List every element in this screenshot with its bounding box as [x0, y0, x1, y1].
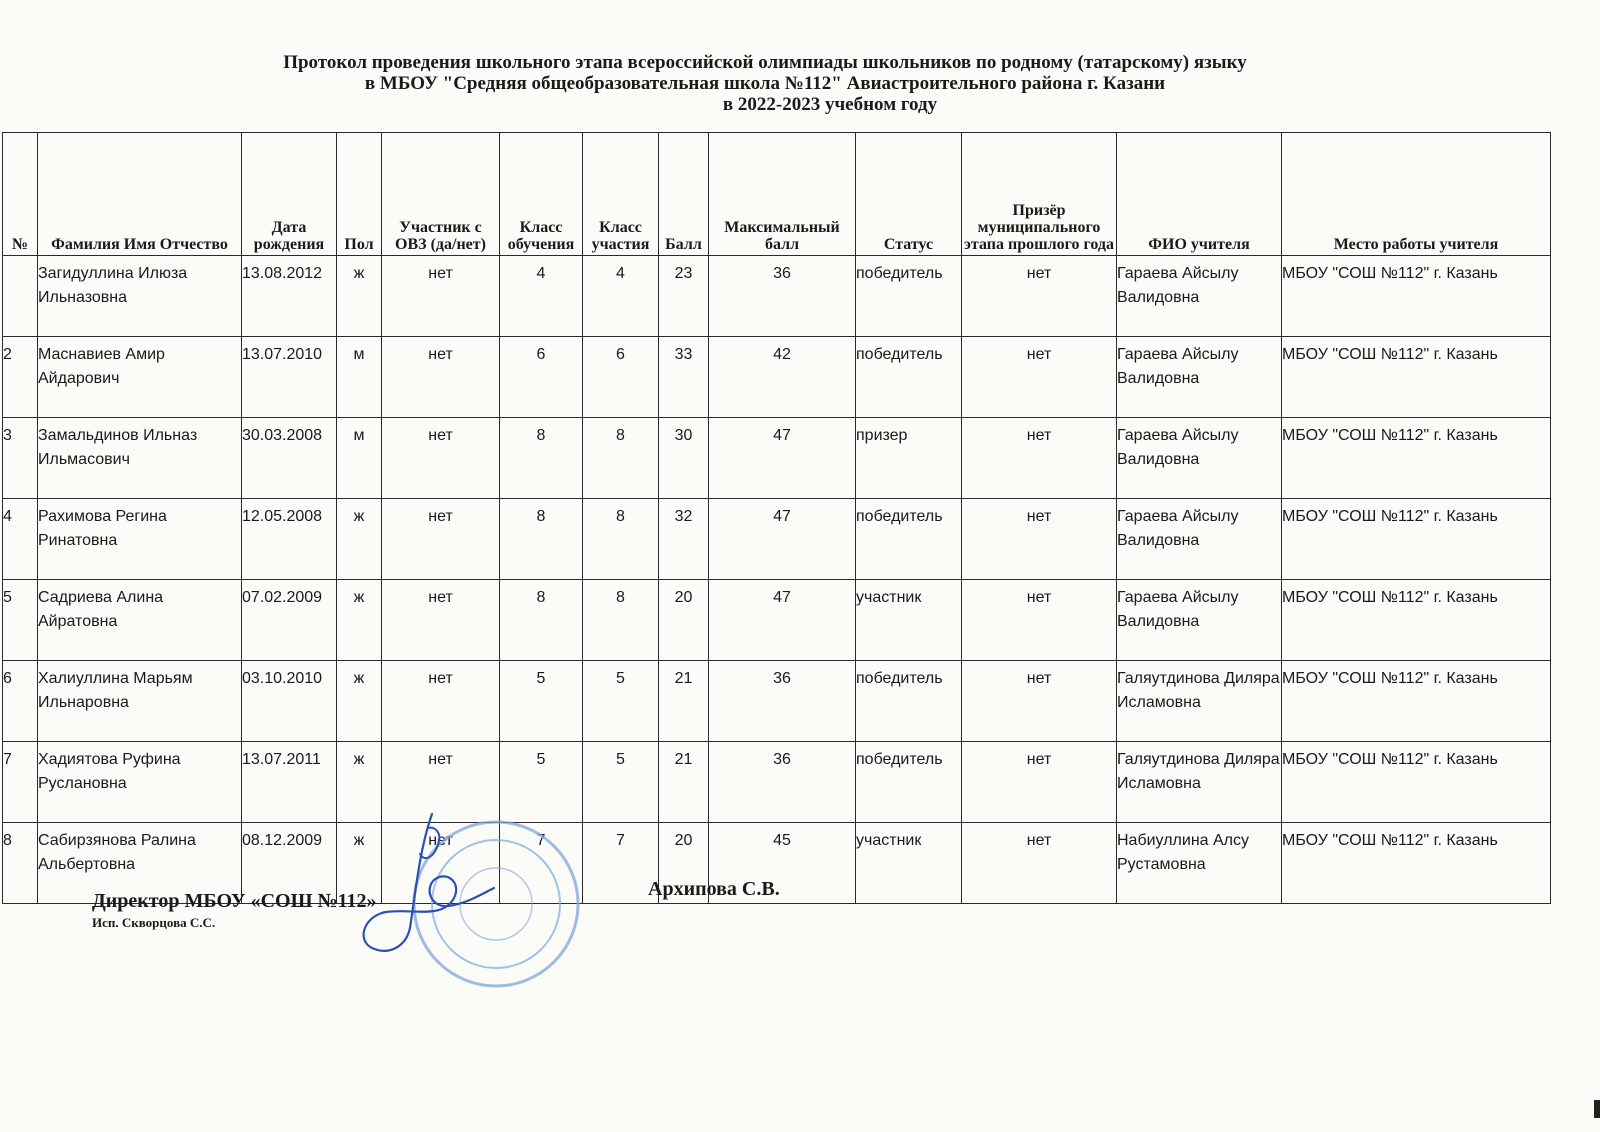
- cell-score: 21: [659, 742, 709, 823]
- col-header-teacher: ФИО учителя: [1117, 133, 1282, 256]
- cell-status: призер: [856, 418, 962, 499]
- cell-name: Рахимова Регина Ринатовна: [38, 499, 242, 580]
- cell-dob: 08.12.2009: [242, 823, 337, 904]
- cell-max: 42: [709, 337, 856, 418]
- cell-score: 23: [659, 256, 709, 337]
- cell-class-study: 8: [500, 580, 583, 661]
- director-label: Директор МБОУ «СОШ №112»: [92, 890, 377, 912]
- table-row: [3, 661, 1551, 742]
- cell-class-part: 5: [583, 661, 659, 742]
- cell-score: 33: [659, 337, 709, 418]
- cell-sex: м: [337, 418, 382, 499]
- cell-prev: нет: [962, 418, 1117, 499]
- cell-sex: ж: [337, 256, 382, 337]
- cell-class-study: 8: [500, 418, 583, 499]
- table-row: [3, 499, 1551, 580]
- cell-num: [3, 256, 38, 337]
- col-header-work: Место работы учителя: [1282, 133, 1551, 256]
- cell-prev: нет: [962, 499, 1117, 580]
- cell-class-part: 8: [583, 418, 659, 499]
- col-header-score: Балл: [659, 133, 709, 256]
- cell-dob: 30.03.2008: [242, 418, 337, 499]
- cell-dob: 07.02.2009: [242, 580, 337, 661]
- cell-prev: нет: [962, 580, 1117, 661]
- cell-work: МБОУ "СОШ №112" г. Казань: [1282, 418, 1551, 499]
- cell-sex: ж: [337, 580, 382, 661]
- cell-num: 7: [3, 742, 38, 823]
- cell-num: 4: [3, 499, 38, 580]
- table-row: [3, 742, 1551, 823]
- cell-teacher: Гараева Айсылу Валидовна: [1117, 580, 1282, 661]
- cell-max: 45: [709, 823, 856, 904]
- cell-prev: нет: [962, 742, 1117, 823]
- table-row: [3, 418, 1551, 499]
- cell-prev: нет: [962, 661, 1117, 742]
- cell-sex: ж: [337, 661, 382, 742]
- cell-dob: 13.07.2011: [242, 742, 337, 823]
- cell-sex: ж: [337, 499, 382, 580]
- cell-max: 47: [709, 580, 856, 661]
- cell-teacher: Гараева Айсылу Валидовна: [1117, 418, 1282, 499]
- cell-num: 5: [3, 580, 38, 661]
- director-name: Архипова С.В.: [648, 878, 780, 900]
- cell-num: 2: [3, 337, 38, 418]
- cell-max: 47: [709, 418, 856, 499]
- director-signature: [350, 808, 500, 968]
- cell-class-study: 6: [500, 337, 583, 418]
- cell-ovz: нет: [382, 499, 500, 580]
- cell-dob: 13.08.2012: [242, 256, 337, 337]
- results-table: [2, 132, 1551, 904]
- cell-sex: ж: [337, 823, 382, 904]
- cell-teacher: Галяутдинова Диляра Исламовна: [1117, 661, 1282, 742]
- cell-name: Хадиятова Руфина Руслановна: [38, 742, 242, 823]
- cell-num: 6: [3, 661, 38, 742]
- cell-max: 36: [709, 256, 856, 337]
- header-line-2: в МБОУ "Средняя общеобразовательная школа №112" Авиастроительного района г. Казани: [364, 73, 1166, 94]
- cell-class-part: 7: [583, 823, 659, 904]
- cell-sex: ж: [337, 742, 382, 823]
- cell-class-study: 5: [500, 742, 583, 823]
- cell-work: МБОУ "СОШ №112" г. Казань: [1282, 742, 1551, 823]
- col-header-sex: Пол: [337, 133, 382, 256]
- cell-work: МБОУ "СОШ №112" г. Казань: [1282, 823, 1551, 904]
- scan-edge-mark: [1594, 1100, 1600, 1118]
- executor-label: Исп. Скворцова С.С.: [92, 915, 216, 930]
- cell-ovz: нет: [382, 337, 500, 418]
- table-row: [3, 256, 1551, 337]
- cell-class-part: 5: [583, 742, 659, 823]
- cell-prev: нет: [962, 256, 1117, 337]
- cell-ovz: нет: [382, 661, 500, 742]
- header-line-1: Протокол проведения школьного этапа всероссийской олимпиады школьников по родному (татарскому) языку: [283, 52, 1247, 73]
- cell-score: 30: [659, 418, 709, 499]
- cell-class-study: 4: [500, 256, 583, 337]
- table-header-row: [3, 133, 1551, 256]
- cell-work: МБОУ "СОШ №112" г. Казань: [1282, 661, 1551, 742]
- cell-name: Садриева Алина Айратовна: [38, 580, 242, 661]
- cell-prev: нет: [962, 823, 1117, 904]
- col-header-prev: Призёр муниципального этапа прошлого года: [962, 133, 1117, 256]
- cell-work: МБОУ "СОШ №112" г. Казань: [1282, 337, 1551, 418]
- cell-class-part: 8: [583, 580, 659, 661]
- cell-status: участник: [856, 823, 962, 904]
- cell-name: Халиуллина Марьям Ильнаровна: [38, 661, 242, 742]
- cell-status: победитель: [856, 337, 962, 418]
- cell-num: 8: [3, 823, 38, 904]
- cell-dob: 03.10.2010: [242, 661, 337, 742]
- cell-max: 47: [709, 499, 856, 580]
- col-header-ovz: Участник с ОВЗ (да/нет): [382, 133, 500, 256]
- cell-class-study: 7: [500, 823, 583, 904]
- cell-score: 20: [659, 823, 709, 904]
- cell-score: 20: [659, 580, 709, 661]
- cell-status: победитель: [856, 661, 962, 742]
- cell-class-study: 5: [500, 661, 583, 742]
- cell-num: 3: [3, 418, 38, 499]
- cell-class-study: 8: [500, 499, 583, 580]
- cell-teacher: Набиуллина Алсу Рустамовна: [1117, 823, 1282, 904]
- cell-dob: 12.05.2008: [242, 499, 337, 580]
- cell-score: 21: [659, 661, 709, 742]
- cell-status: победитель: [856, 499, 962, 580]
- cell-ovz: нет: [382, 580, 500, 661]
- cell-ovz: нет: [382, 418, 500, 499]
- cell-name: Замальдинов Ильназ Ильмасович: [38, 418, 242, 499]
- signature-stroke: [364, 814, 494, 951]
- col-header-max: Максимальный балл: [709, 133, 856, 256]
- cell-class-part: 4: [583, 256, 659, 337]
- document-header: [0, 52, 1530, 115]
- cell-class-part: 6: [583, 337, 659, 418]
- col-header-num: №: [3, 133, 38, 256]
- cell-work: МБОУ "СОШ №112" г. Казань: [1282, 499, 1551, 580]
- cell-class-part: 8: [583, 499, 659, 580]
- col-header-status: Статус: [856, 133, 962, 256]
- cell-work: МБОУ "СОШ №112" г. Казань: [1282, 256, 1551, 337]
- cell-status: участник: [856, 580, 962, 661]
- cell-ovz: нет: [382, 742, 500, 823]
- cell-status: победитель: [856, 256, 962, 337]
- table-row: [3, 580, 1551, 661]
- cell-teacher: Галяутдинова Диляра Исламовна: [1117, 742, 1282, 823]
- cell-name: Маснавиев Амир Айдарович: [38, 337, 242, 418]
- col-header-class-part: Класс участия: [583, 133, 659, 256]
- cell-status: победитель: [856, 742, 962, 823]
- signature-block: [92, 890, 377, 931]
- cell-max: 36: [709, 742, 856, 823]
- cell-teacher: Гараева Айсылу Валидовна: [1117, 499, 1282, 580]
- cell-work: МБОУ "СОШ №112" г. Казань: [1282, 580, 1551, 661]
- col-header-class-study: Класс обучения: [500, 133, 583, 256]
- cell-name: Сабирзянова Ралина Альбертовна: [38, 823, 242, 904]
- col-header-dob: Дата рождения: [242, 133, 337, 256]
- cell-dob: 13.07.2010: [242, 337, 337, 418]
- cell-sex: м: [337, 337, 382, 418]
- header-line-3: в 2022-2023 учебном году: [722, 94, 938, 115]
- table-row: [3, 337, 1551, 418]
- cell-teacher: Гараева Айсылу Валидовна: [1117, 256, 1282, 337]
- cell-prev: нет: [962, 337, 1117, 418]
- col-header-name: Фамилия Имя Отчество: [38, 133, 242, 256]
- cell-name: Загидуллина Илюза Ильназовна: [38, 256, 242, 337]
- cell-ovz: нет: [382, 256, 500, 337]
- cell-score: 32: [659, 499, 709, 580]
- cell-max: 36: [709, 661, 856, 742]
- cell-ovz: нет: [382, 823, 500, 904]
- cell-teacher: Гараева Айсылу Валидовна: [1117, 337, 1282, 418]
